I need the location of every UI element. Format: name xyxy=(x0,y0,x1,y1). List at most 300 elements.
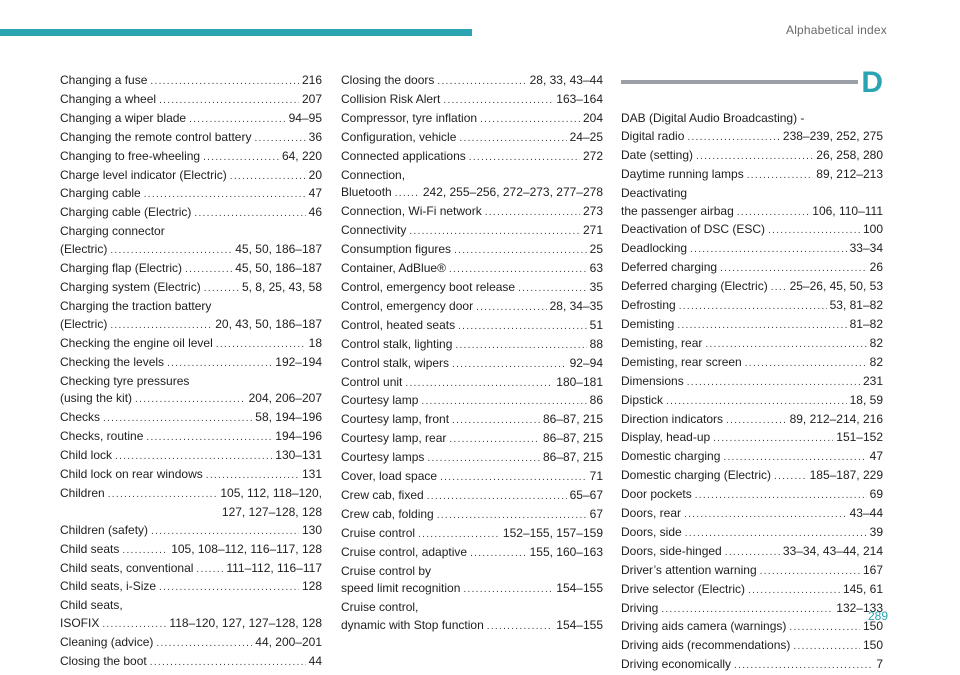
dot-leader xyxy=(150,73,299,91)
index-entry xyxy=(60,129,322,148)
page-references-continued[interactable]: 127, 127–128, 128 xyxy=(221,504,322,519)
index-entry-line xyxy=(621,240,883,259)
index-entry-line xyxy=(621,411,883,430)
dot-leader xyxy=(684,506,847,524)
index-entry-line xyxy=(341,222,603,241)
index-term: Child seats, conventional xyxy=(60,560,194,575)
page-references[interactable]: 131 xyxy=(301,467,322,482)
index-term: the passenger airbag xyxy=(621,203,734,218)
index-term: Control, heated seats xyxy=(341,317,456,332)
page-references[interactable]: 86–87, 215 xyxy=(542,431,603,446)
page-references[interactable]: 71 xyxy=(589,469,603,484)
index-term: Connection, xyxy=(341,167,406,182)
page-references[interactable]: 35 xyxy=(589,279,603,294)
index-entry xyxy=(60,522,322,541)
page-references[interactable]: 105, 112, 118–120, xyxy=(220,485,322,500)
page-references[interactable]: 272 xyxy=(582,148,603,163)
page-references[interactable]: 51 xyxy=(589,317,603,332)
page-references[interactable]: 100 xyxy=(862,222,883,237)
index-entry-line xyxy=(60,129,322,148)
page-references[interactable]: 20 xyxy=(308,167,322,182)
index-entry-line xyxy=(621,392,883,411)
index-entry-line xyxy=(621,448,883,467)
index-column-3 xyxy=(621,110,883,675)
page-references[interactable]: 24–25 xyxy=(569,129,603,144)
page-references[interactable]: 44 xyxy=(308,654,322,669)
index-entry xyxy=(341,298,603,317)
index-entry-line xyxy=(60,466,322,485)
index-term: Checks xyxy=(60,410,101,425)
index-entry-line xyxy=(341,203,603,222)
index-entry-line xyxy=(60,185,322,204)
index-term: Crew cab, folding xyxy=(341,506,434,521)
dot-leader xyxy=(518,280,587,298)
index-entry-line xyxy=(621,429,883,448)
dot-leader xyxy=(395,185,420,203)
index-entry-line xyxy=(341,110,603,129)
dot-leader xyxy=(122,542,168,560)
page-references[interactable]: 18, 59 xyxy=(849,392,883,407)
page-references[interactable]: 25–26, 45, 50, 53 xyxy=(789,279,883,294)
dot-leader xyxy=(405,375,553,393)
index-term: Checking the levels xyxy=(60,354,165,369)
index-entry-line xyxy=(60,634,322,653)
index-term: Cover, load space xyxy=(341,469,438,484)
index-term: Bluetooth xyxy=(341,185,392,200)
index-term: Cruise control by xyxy=(341,563,432,578)
page-references[interactable]: 86 xyxy=(589,393,603,408)
index-entry-line xyxy=(621,297,883,316)
index-term: Configuration, vehicle xyxy=(341,129,457,144)
index-entry xyxy=(341,468,603,487)
dot-leader xyxy=(115,448,272,466)
dot-leader xyxy=(469,149,580,167)
dot-leader xyxy=(737,204,810,222)
index-term: Doors, side xyxy=(621,524,682,539)
index-entry-line xyxy=(60,541,322,560)
page-references[interactable]: 69 xyxy=(869,487,883,502)
index-entry-line xyxy=(60,560,322,579)
page-references[interactable]: 82 xyxy=(869,335,883,350)
page-references[interactable]: 39 xyxy=(869,524,883,539)
page-references[interactable]: 86–87, 215 xyxy=(542,412,603,427)
dot-leader xyxy=(437,507,587,525)
page-references[interactable]: 204 xyxy=(582,110,603,125)
index-entry xyxy=(621,392,883,411)
page-references[interactable]: 33–34, 43–44, 214 xyxy=(782,543,883,558)
index-entry xyxy=(341,392,603,411)
dot-leader xyxy=(203,149,279,167)
dot-leader xyxy=(734,657,873,675)
index-entry xyxy=(621,221,883,240)
dot-leader xyxy=(230,168,306,186)
dot-leader xyxy=(443,92,553,110)
index-entry xyxy=(621,411,883,430)
index-entry-line xyxy=(621,543,883,562)
page-header-title: Alphabetical index xyxy=(785,23,887,37)
index-term: Checking the engine oil level xyxy=(60,335,213,350)
index-entry xyxy=(341,317,603,336)
page-references[interactable]: 242, 255–256, 272–273, 277–278 xyxy=(422,185,603,200)
index-term: Control, emergency boot release xyxy=(341,279,516,294)
index-entry-line xyxy=(60,335,322,354)
dot-leader xyxy=(789,619,860,637)
index-entry-line xyxy=(60,522,322,541)
index-term: Deferred charging xyxy=(621,260,718,275)
page-references[interactable]: 63 xyxy=(589,261,603,276)
page-references[interactable]: 154–155 xyxy=(556,581,603,596)
page-references[interactable]: 5, 8, 25, 43, 58 xyxy=(241,279,322,294)
index-term: Control stalk, wipers xyxy=(341,355,450,370)
index-entry xyxy=(341,355,603,374)
dot-leader xyxy=(206,467,299,485)
index-term: Changing a wheel xyxy=(60,91,157,106)
index-entry xyxy=(621,600,883,619)
page-references[interactable]: 105, 108–112, 116–117, 128 xyxy=(171,541,322,556)
index-entry xyxy=(621,467,883,486)
index-term: Checking tyre pressures xyxy=(60,373,190,388)
dot-leader xyxy=(720,260,867,278)
index-term: Direction indicators xyxy=(621,411,724,426)
page-references[interactable]: 46 xyxy=(308,205,322,220)
page-references[interactable]: 53, 81–82 xyxy=(829,298,883,313)
index-entry-line xyxy=(621,221,883,240)
index-entry-line xyxy=(341,184,603,203)
index-term: Closing the boot xyxy=(60,654,147,669)
page-references[interactable]: 89, 212–213 xyxy=(816,166,883,181)
page-references[interactable]: 271 xyxy=(582,223,603,238)
page-references[interactable]: 130–131 xyxy=(275,448,322,463)
index-entry-line xyxy=(60,279,322,298)
index-column-2 xyxy=(341,72,603,636)
dot-leader xyxy=(144,186,306,204)
section-d-header xyxy=(621,66,883,102)
page-references[interactable]: 43–44 xyxy=(849,506,883,521)
index-entry-line xyxy=(341,525,603,544)
page-references[interactable]: 88 xyxy=(589,336,603,351)
page-references[interactable]: 33–34 xyxy=(849,241,883,256)
index-term: Demisting, rear xyxy=(621,335,703,350)
page-references[interactable]: 154–155 xyxy=(556,618,603,633)
index-entry-line xyxy=(341,374,603,393)
index-term: Charging flap (Electric) xyxy=(60,261,183,276)
index-term: Child lock on rear windows xyxy=(60,467,203,482)
index-entry-line xyxy=(341,411,603,430)
index-term: Driving aids (recommendations) xyxy=(621,638,791,653)
index-entry-line xyxy=(60,653,322,672)
index-entry xyxy=(621,166,883,185)
index-term: Collision Risk Alert xyxy=(341,91,441,106)
index-term: Courtesy lamp, rear xyxy=(341,431,447,446)
index-entry xyxy=(621,618,883,637)
index-term: Children xyxy=(60,485,105,500)
index-term: Courtesy lamps xyxy=(341,450,425,465)
index-entry xyxy=(621,259,883,278)
index-entry xyxy=(60,653,322,672)
index-entry xyxy=(341,241,603,260)
index-entry xyxy=(341,563,603,600)
index-term: Child seats xyxy=(60,541,120,556)
dot-leader xyxy=(459,130,566,148)
page-references[interactable]: 20, 43, 50, 186–187 xyxy=(215,316,322,331)
dot-leader xyxy=(726,412,787,430)
index-entry xyxy=(341,129,603,148)
index-entry-line xyxy=(621,581,883,600)
page-references[interactable]: 28, 33, 43–44 xyxy=(529,73,603,87)
index-entry-line xyxy=(621,467,883,486)
dot-leader xyxy=(748,582,840,600)
index-entry xyxy=(621,656,883,675)
index-term: (Electric) xyxy=(60,316,108,331)
index-term: Defrosting xyxy=(621,298,676,313)
dot-leader xyxy=(146,429,272,447)
index-term: Connection, Wi-Fi network xyxy=(341,204,482,219)
dot-leader xyxy=(427,450,540,468)
index-entry-line xyxy=(341,599,603,617)
index-term: speed limit recognition xyxy=(341,581,461,596)
dot-leader xyxy=(455,337,586,355)
page-references[interactable]: 89, 212–214, 216 xyxy=(789,411,883,426)
index-entry xyxy=(621,110,883,147)
page-number: 289 xyxy=(867,609,888,623)
page-references[interactable]: 207 xyxy=(301,91,322,106)
page-references[interactable]: 132–133 xyxy=(836,600,883,615)
index-entry-line xyxy=(60,91,322,110)
dot-leader xyxy=(150,654,306,672)
page-references[interactable]: 194–196 xyxy=(275,429,322,444)
page-references[interactable]: 45, 50, 186–187 xyxy=(235,242,322,257)
dot-leader xyxy=(437,73,526,91)
page-references[interactable]: 7 xyxy=(876,657,883,672)
dot-leader xyxy=(685,525,867,543)
index-entry xyxy=(341,544,603,563)
index-term: Cruise control, xyxy=(341,600,419,615)
index-entry xyxy=(341,260,603,279)
index-term: Child lock xyxy=(60,448,113,463)
index-entry xyxy=(60,541,322,560)
index-entry-line xyxy=(621,128,883,147)
page-references[interactable]: 36 xyxy=(308,129,322,144)
index-term: Daytime running lamps xyxy=(621,166,744,181)
page-references[interactable]: 26, 258, 280 xyxy=(816,147,883,162)
index-term: Doors, side-hinged xyxy=(621,543,722,558)
index-entry-line xyxy=(60,615,322,634)
index-entry-line xyxy=(341,392,603,411)
index-entry xyxy=(60,204,322,223)
page-references[interactable]: 47 xyxy=(308,186,322,201)
dot-leader xyxy=(687,374,860,392)
index-term: Deactivating xyxy=(621,185,688,200)
index-entry xyxy=(60,110,322,129)
dot-leader xyxy=(110,242,232,260)
index-entry-line xyxy=(621,486,883,505)
index-term: Changing the remote control battery xyxy=(60,129,252,144)
index-term: Drive selector (Electric) xyxy=(621,581,746,596)
dot-leader xyxy=(760,563,860,581)
index-term: Driving aids camera (warnings) xyxy=(621,619,787,634)
index-entry-line xyxy=(621,505,883,524)
page-references[interactable]: 58, 194–196 xyxy=(255,410,322,425)
dot-leader xyxy=(687,129,780,147)
index-entry-line xyxy=(621,185,883,203)
page-references[interactable]: 130 xyxy=(301,522,322,537)
index-term: Date (setting) xyxy=(621,147,694,162)
index-entry xyxy=(621,354,883,373)
index-term: Checks, routine xyxy=(60,429,144,444)
page-references[interactable]: 145, 61 xyxy=(842,581,883,596)
page-references[interactable]: 106, 110–111 xyxy=(812,203,883,218)
index-entry xyxy=(621,278,883,297)
dot-leader xyxy=(747,167,814,185)
dot-leader xyxy=(793,638,860,656)
dot-leader xyxy=(185,261,232,279)
page-references[interactable]: 192–194 xyxy=(275,354,322,369)
index-entry-line xyxy=(60,447,322,466)
index-term: Driving economically xyxy=(621,657,732,672)
index-term: Domestic charging (Electric) xyxy=(621,468,772,483)
index-entry xyxy=(341,167,603,204)
page-references[interactable]: 65–67 xyxy=(569,487,603,502)
page-references[interactable]: 231 xyxy=(862,373,883,388)
page-references[interactable]: 118–120, 127, 127–128, 128 xyxy=(169,616,322,631)
index-term: Deadlocking xyxy=(621,241,688,256)
index-entry-line xyxy=(60,316,322,335)
index-entry-line xyxy=(60,354,322,373)
index-entry-line xyxy=(621,203,883,222)
index-term: Domestic charging xyxy=(621,449,721,464)
index-entry xyxy=(60,485,322,522)
page-references[interactable]: 26 xyxy=(869,260,883,275)
dot-leader xyxy=(151,523,299,541)
index-entry-line xyxy=(341,72,603,91)
index-entry-line xyxy=(60,485,322,504)
index-entry xyxy=(60,428,322,447)
page-references[interactable]: 86–87, 215 xyxy=(542,450,603,465)
page-references[interactable]: 44, 200–201 xyxy=(255,635,322,650)
index-term: Courtesy lamp xyxy=(341,393,419,408)
page-references[interactable]: 67 xyxy=(589,506,603,521)
index-term: Connectivity xyxy=(341,223,407,238)
page-references[interactable]: 273 xyxy=(582,204,603,219)
index-term: Dimensions xyxy=(621,373,684,388)
dot-leader xyxy=(196,561,223,579)
page-references[interactable]: 47 xyxy=(869,449,883,464)
index-entry-line xyxy=(341,468,603,487)
index-entry-line xyxy=(60,148,322,167)
dot-leader xyxy=(725,544,780,562)
page-references[interactable]: 25 xyxy=(589,242,603,257)
index-entry xyxy=(621,147,883,166)
index-term: Demisting, rear screen xyxy=(621,354,742,369)
page-references[interactable]: 94–95 xyxy=(288,110,322,125)
dot-leader xyxy=(108,486,218,504)
index-entry-line xyxy=(621,354,883,373)
page-references[interactable]: 92–94 xyxy=(569,355,603,370)
index-entry xyxy=(60,634,322,653)
index-entry-line xyxy=(621,618,883,637)
page-references[interactable]: 152–155, 157–159 xyxy=(502,525,603,540)
dot-leader xyxy=(449,261,587,279)
index-term: Crew cab, fixed xyxy=(341,487,424,502)
index-entry xyxy=(621,240,883,259)
page-references[interactable]: 150 xyxy=(862,619,883,634)
dot-leader xyxy=(454,242,587,260)
index-term: Charge level indicator (Electric) xyxy=(60,167,227,182)
index-entry xyxy=(621,335,883,354)
index-entry-line xyxy=(621,373,883,392)
dot-leader xyxy=(421,393,586,411)
dot-leader xyxy=(102,616,166,634)
index-entry xyxy=(60,72,322,91)
page-references[interactable]: 82 xyxy=(869,354,883,369)
index-term: Doors, rear xyxy=(621,506,682,521)
index-entry-line xyxy=(60,390,322,409)
index-term: Deferred charging (Electric) xyxy=(621,279,768,294)
page-references[interactable]: 18 xyxy=(308,335,322,350)
index-entry-line xyxy=(621,278,883,297)
index-entry-line xyxy=(341,336,603,355)
page-references[interactable]: 155, 160–163 xyxy=(529,544,603,559)
dot-leader xyxy=(216,336,306,354)
dot-leader xyxy=(485,204,580,222)
dot-leader xyxy=(156,635,252,653)
page-references[interactable]: 204, 206–207 xyxy=(248,391,322,406)
dot-leader xyxy=(427,488,567,506)
index-entry xyxy=(341,599,603,636)
index-entry-line xyxy=(621,637,883,656)
dot-leader xyxy=(440,469,587,487)
index-term: Charging system (Electric) xyxy=(60,279,201,294)
index-column-1 xyxy=(60,72,322,672)
dot-leader xyxy=(774,468,807,486)
index-entry-line xyxy=(621,600,883,619)
index-term: Control, emergency door xyxy=(341,298,474,313)
index-term: Child seats, xyxy=(60,598,123,613)
dot-leader xyxy=(159,579,299,597)
section-divider-rule xyxy=(621,80,858,84)
page-references[interactable]: 128 xyxy=(301,579,322,594)
index-term: Control stalk, lighting xyxy=(341,336,453,351)
index-entry xyxy=(341,148,603,167)
page-references[interactable]: 163–164 xyxy=(556,91,603,106)
page-references[interactable]: 81–82 xyxy=(849,316,883,331)
page-references[interactable]: 216 xyxy=(301,73,322,87)
dot-leader xyxy=(159,92,299,110)
index-entry xyxy=(341,525,603,544)
page-references[interactable]: 151–152 xyxy=(836,430,883,445)
page-references[interactable]: 45, 50, 186–187 xyxy=(235,261,322,276)
index-term: Connected applications xyxy=(341,148,466,163)
dot-leader xyxy=(110,317,212,335)
index-entry xyxy=(341,411,603,430)
page-references[interactable]: 111–112, 116–117 xyxy=(226,560,322,575)
page-references[interactable]: 150 xyxy=(862,638,883,653)
index-entry-line xyxy=(60,241,322,260)
page-references[interactable]: 28, 34–35 xyxy=(549,298,603,313)
index-entry-line xyxy=(60,110,322,129)
page-references[interactable]: 64, 220 xyxy=(281,148,322,163)
page-references[interactable]: 180–181 xyxy=(556,374,603,389)
index-entry-line xyxy=(341,430,603,449)
index-entry xyxy=(621,448,883,467)
index-entry xyxy=(341,430,603,449)
index-term: dynamic with Stop function xyxy=(341,618,484,633)
dot-leader xyxy=(713,430,833,448)
index-entry-line xyxy=(60,223,322,241)
page-references[interactable]: 238–239, 252, 275 xyxy=(782,128,883,143)
page-references[interactable]: 167 xyxy=(862,562,883,577)
page-references[interactable]: 185–187, 229 xyxy=(809,468,883,483)
